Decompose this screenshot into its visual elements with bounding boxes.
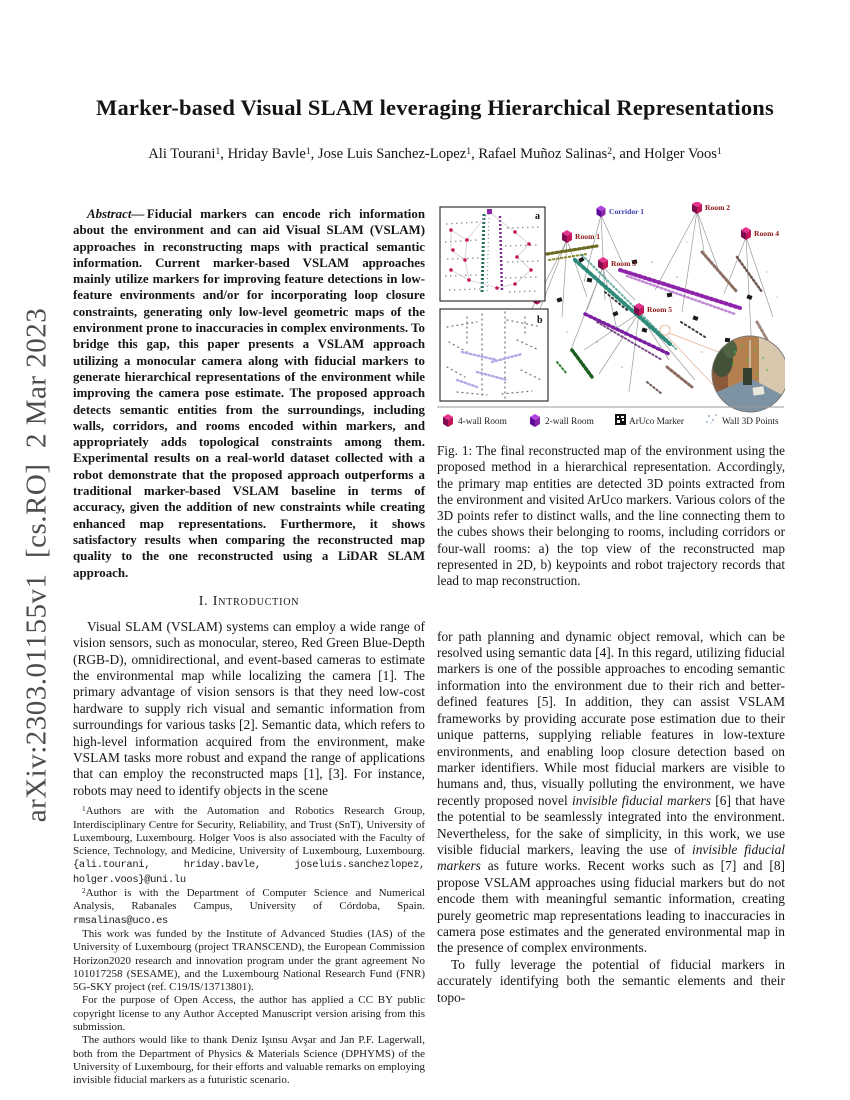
footnote-acknowledgement: The authors would like to thank Deniz Işınsu Avşar and Jan P.F. Lagerwall, both from the Department of Physics & Materials Science (DPHYMS) of the University of Luxembourg, for their efforts and valuable remarks on employing invisible fiducial markers as a futuristic scenario. <box>73 1034 425 1087</box>
section-heading-introduction: I. Introduction <box>198 593 300 609</box>
room-3-cube <box>598 257 608 270</box>
legend-4wall-cube-icon <box>443 414 453 427</box>
footnote-affiliation-2: $^2$Author is with the Department of Computer Science and Numerical Analysis, Rabanales Campus, University of Córdoba, Spain. rmsalinas@uco.es <box>73 886 425 927</box>
right-paragraph-1: for path planning and dynamic object removal, which can be resolved using semantic data [4]. In this regard, utilizing fiducial markers is one of the possible approaches to encoding semantic information into the environment due to their rich and better-defined features [5]. In addition, they can assist VSLAM frameworks by providing accurate pose estimation due to their unique patterns, supplying reliable features in low-texture environments, and enabling loop closure detection based on marker identifiers. While most fiducial markers are visible to humans and, thus, visually polluting the environment, we have recently proposed novel invisible fiducial markers [6] that have the potential to be seamlessly integrated into the environment. Nevertheless, for the sake of simplicity, in this work, we use visible fiducial markers, leaving the use of invisible fiducial markers as future works. Recent works such as [7] and [8] propose VSLAM approaches using fiducial markers but do not encode them with meaningful semantic information, creating purely geometric map representations leading to inaccuracies in camera pose estimates and the generated environmental map in the presence of complex environments. <box>437 628 785 956</box>
room-3-label: Room 3 <box>611 259 637 268</box>
figure-1-caption: Fig. 1: The final reconstructed map of the environment using the proposed method in a hierarchical representation. Accordingly, the primary map entities are detected 3D points extracted from the environment and visited ArUco markers. Various colors of the 3D points refer to distinct walls, and the line connecting them to the cubes shows their belonging to rooms, including corridors or four-wall rooms: a) the top view of the reconstructed map represented in 2D, b) keypoints and robot trajectory records that lead to map reconstruction. <box>437 443 785 589</box>
inset-a-top-view <box>440 207 545 301</box>
right-column <box>437 202 785 1006</box>
legend-aruco-icon <box>615 414 626 425</box>
room-2-label: Room 2 <box>705 203 731 212</box>
legend-points-label: Wall 3D Points <box>722 417 779 427</box>
arxiv-banner-text: arXiv:2303.01155v1 [cs.RO] 2 Mar 2023 <box>20 307 53 823</box>
room-4-label: Room 4 <box>754 229 780 238</box>
legend-2wall-cube-icon <box>530 414 540 427</box>
inset-b-label: b <box>537 315 543 326</box>
left-column <box>73 206 425 1088</box>
photo-highlight-circle <box>660 325 670 335</box>
room-5-label: Room 5 <box>647 305 673 314</box>
room-nodes <box>534 202 780 316</box>
intro-paragraph: Visual SLAM (VSLAM) systems can employ a wide range of vision sensors, such as monocular, stereo, Red Green Blue-Depth (RGB-D), omnidirectional, and event-based cameras to estimate the environmental map while localizing the camera [1]. The primary advantage of vision sensors is that they need low-cost hardware to supply rich visual and semantic information from surroundings for various tasks [2]. Semantic data, which refers to high-level information acquired from the environment, make VSLAM tasks more robust and expand the range of applications that can employ the reconstructed maps [1], [3]. For instance, robots may need to identify objects in the scene <box>73 618 425 798</box>
corridor-1-cube <box>597 206 606 218</box>
room-2-cube <box>692 202 702 214</box>
footnote-funding: This work was funded by the Institute of Advanced Studies (IAS) of the University of Luxembourg (project TRANSCEND), the European Commission Horizon2020 research and innovation program under the grant agreement No 101017258 (SESAME), and the Luxembourg National Research Fund (FNR) 5G-SKY project (ref. C19/IS/13713801). <box>73 927 425 994</box>
room-1-cube <box>562 230 572 243</box>
authors-line: Ali Tourani$^1$, Hriday Bavle$^1$, Jose Luis Sanchez-Lopez$^1$, Rafael Muñoz Salinas$^2$, and Holger Voos$^1$ <box>148 145 722 162</box>
right-paragraph-2: To fully leverage the potential of fiducial markers in accurately identifying both the semantic elements and their topo- <box>437 956 785 1005</box>
figure-legend <box>437 407 784 427</box>
reconstructed-map-figure <box>437 202 785 434</box>
footnotes-block <box>73 805 425 1087</box>
legend-aruco-label: ArUco Marker <box>629 417 684 427</box>
footnote-affiliation-1: $^1$Authors are with the Automation and Robotics Research Group, Interdisciplinary Centre for Security, Reliability, and Trust (SnT), University of Luxembourg, Luxembourg. Holger Voos is also associated with the Faculty of Science, Technology, and Medicine, University of Luxembourg, Luxembourg. {ali.tourani, hriday.bavle, joseluis.sanchezlopez, holger.voos}@uni.lu <box>73 805 425 886</box>
inset-a-corridor-node <box>487 209 492 214</box>
abstract: Abstract— Fiducial markers can encode rich information about the environment and can aid Visual SLAM (VSLAM) approaches in reconstructing maps with practical semantic information. Current marker-based VSLAM approaches mainly utilize markers for improving feature detections in low-feature environments and/or for incorporating loop closure constraints, generating only low-level geometric maps of the environment prone to inaccuracies in complex environments. To bridge this gap, this paper presents a VSLAM approach utilizing a monocular camera along with fiducial markers to generate hierarchical representations of the environment while improving the camera pose estimate. The proposed approach detects semantic entities from the surroundings, including walls, corridors, and rooms encoded within markers, and appropriately adds topological constraints among them. Experimental results on a real-world dataset collected with a robot demonstrate that the proposed approach outperforms a traditional marker-based VSLAM baseline in terms of accuracy, given the addition of new constraints while creating enhanced map representations. Furthermore, it shows satisfactory results when comparing the reconstructed map quality to the one reconstructed using a LiDAR SLAM approach. <box>73 207 425 580</box>
legend-points-icon <box>706 414 717 424</box>
legend-4wall-label: 4-wall Room <box>458 417 507 427</box>
legend-2wall-label: 2-wall Room <box>545 417 594 427</box>
footnote-open-access: For the purpose of Open Access, the author has applied a CC BY public copyright license to any Author Accepted Manuscript version arising from this submission. <box>73 994 425 1034</box>
room-1-label: Room 1 <box>575 232 601 241</box>
room-4-cube <box>741 227 751 240</box>
corridor-1-label: Corridor 1 <box>609 207 645 216</box>
inset-a-label: a <box>535 211 540 222</box>
inset-b-keypoints <box>440 309 548 401</box>
figure-1 <box>437 202 785 434</box>
page-title: Marker-based Visual SLAM leveraging Hierarchical Representations <box>96 95 774 120</box>
